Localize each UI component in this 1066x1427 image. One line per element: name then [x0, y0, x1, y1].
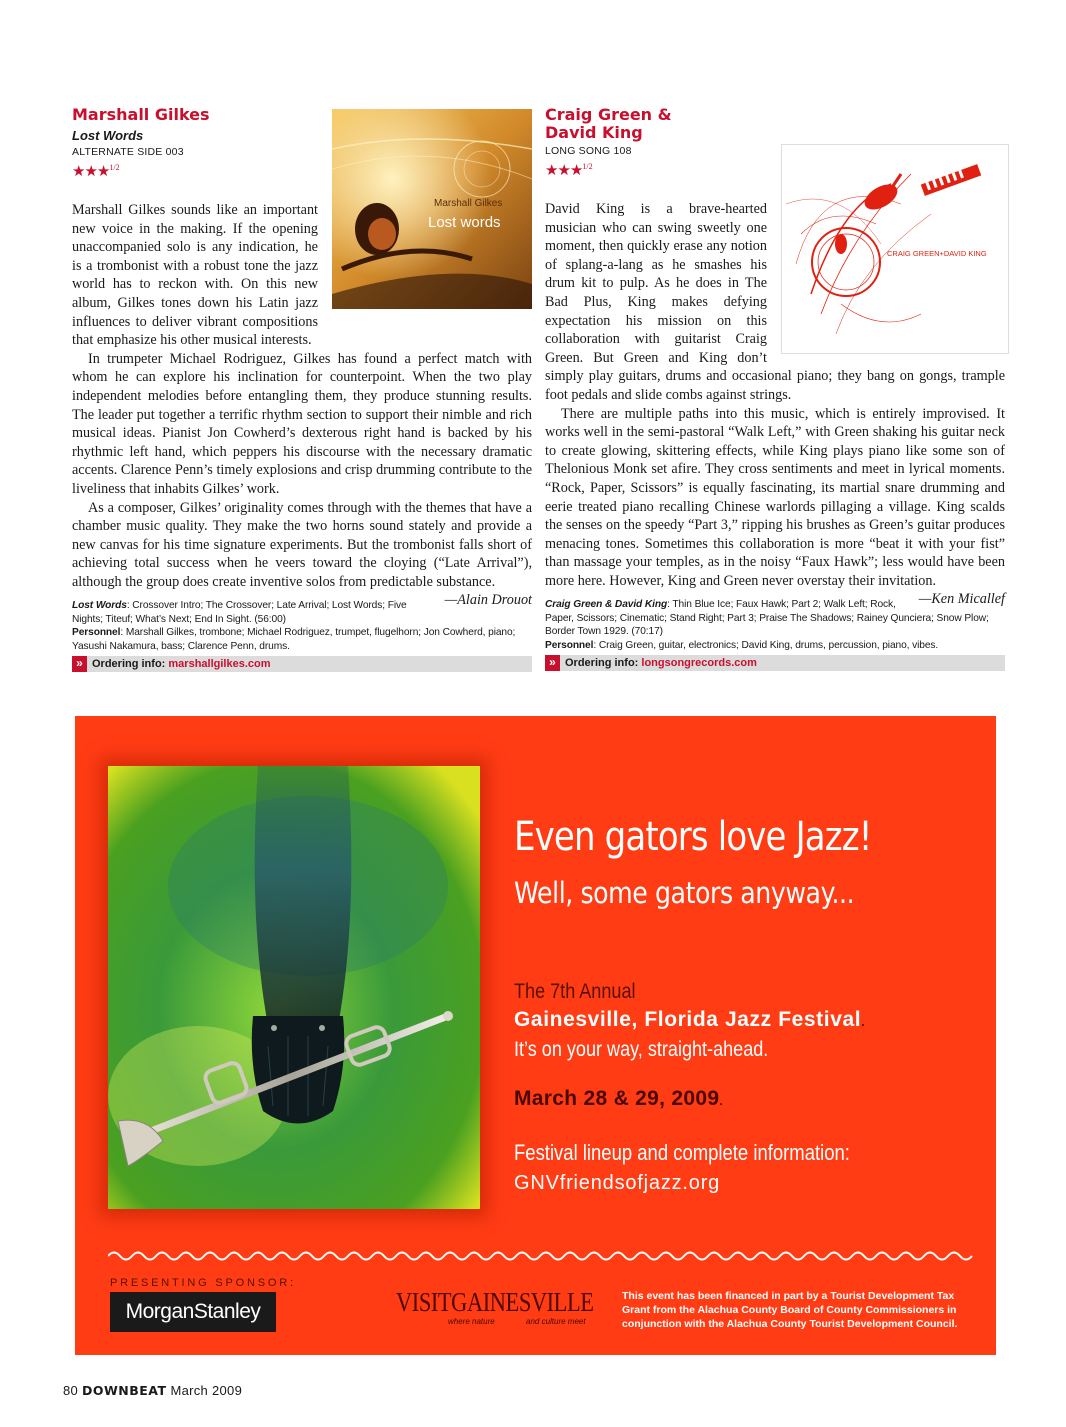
cover-title: Lost words: [428, 214, 501, 231]
page-footer: [63, 1383, 242, 1398]
review-label: LONG SONG 108: [545, 145, 632, 157]
album-cover-green-king: [781, 144, 1009, 354]
wave-divider: [108, 1249, 988, 1263]
visit-gainesville-logo: VISITGAINESVILLE where nature and culture meet: [396, 1287, 594, 1326]
chevron-right-icon: »: [545, 655, 560, 671]
gator-trumpet-photo: [108, 766, 480, 1209]
review-album: Lost Words: [72, 128, 144, 143]
ad-annual: The 7th Annual: [514, 980, 636, 1003]
review-green-king: [545, 106, 1005, 671]
cover-artist: Marshall Gilkes: [434, 198, 503, 209]
chevron-right-icon: »: [72, 656, 87, 672]
ad-lineup-text: Festival lineup and complete information:: [514, 1140, 850, 1165]
ordering-info: » Ordering info: longsongrecords.com: [545, 655, 1005, 671]
half-star: 1/2: [582, 162, 593, 171]
review-artist: Craig Green & David King: [545, 105, 672, 142]
reviewer-signature: —Alain Drouot: [444, 592, 532, 609]
ad-headline: Even gators love Jazz!: [514, 814, 872, 860]
review-label: ALTERNATE SIDE 003: [72, 146, 184, 158]
track-list: Lost Words: Crossover Intro; The Crossover; Late Arrival; Lost Words; Five Nights; Titeuf; What’s Next; End In Sight. (56:00) Personnel: Marshall Gilkes, trombone; Michael Rodriguez, trumpet, flugelhorn; Jon Cowherd, piano; Yasushi Nakamura, bass; Clarence Penn, drums.: [72, 600, 516, 652]
ad-festival-name: Gainesville, Florida Jazz Festival.: [514, 1008, 866, 1031]
reviewer-signature: —Ken Micallef: [918, 591, 1005, 608]
morgan-stanley-logo: MorganStanley: [110, 1292, 276, 1332]
page-number: 80: [63, 1383, 79, 1398]
ordering-info: » Ordering info: marshallgilkes.com: [72, 656, 532, 672]
album-cover-lost-words: [332, 109, 532, 309]
track-list: Craig Green & David King: Thin Blue Ice; Faux Hawk; Part 2; Walk Left; Rock, Paper, Scissors; Cinematic; Stand Right; Part 3; Praise The Shadows; Rainey Qunciera; Snow Plow; Border Town 1929. (70:17) Personnel: Craig Green, guitar, electronics; David King, drums, percussion, piano, vibes.: [545, 599, 989, 651]
ordering-link[interactable]: marshallgilkes.com: [168, 658, 271, 671]
paragraph: David King is a brave-hearted musician who can swing sweetly one moment, then quickly erase any notion of splang-a-lang as he smashes his drum kit to pulp. As he does in The Bad Plus, King makes defying expectation his mission on this collaboration with guitarist Craig Green. But Green and King don’t simply play guitars, drums and occasional piano; they bang on gongs, trample foot pedals and slide combs against strings.: [545, 201, 1005, 403]
ordering-link[interactable]: longsongrecords.com: [641, 657, 757, 670]
presenting-sponsor-label: PRESENTING SPONSOR:: [110, 1277, 296, 1289]
star-icons: ★★★: [545, 163, 583, 179]
ad-url-link[interactable]: GNVfriendsofjazz.org: [514, 1172, 721, 1194]
star-icons: ★★★: [72, 164, 110, 180]
review-marshall-gilkes: [72, 106, 532, 672]
grant-disclaimer: This event has been financed in part by a Tourist Development Tax Grant from the Alachua County Board of County Commissioners in conjunction with the Alachua County Tourist Development Council.: [622, 1290, 958, 1330]
issue-date: March 2009: [170, 1383, 243, 1398]
cover-text: CRAIG GREEN+DAVID KING: [887, 249, 987, 258]
paragraph: Marshall Gilkes sounds like an important new voice in the making. If the opening unaccompanied solo is any indication, he is a trombonist with a robust tone the jazz world has to reckon with. On this new album, Gilkes tones down his Latin jazz influences to deliver vibrant compositions that emphasize his other musical interests.: [72, 202, 318, 349]
ad-subheadline: Well, some gators anyway...: [514, 876, 855, 910]
review-artist: Marshall Gilkes: [72, 105, 210, 124]
ad-tagline: It’s on your way, straight-ahead.: [514, 1038, 769, 1061]
magazine-name: DOWNBEAT: [81, 1383, 167, 1398]
paragraph: In trumpeter Michael Rodriguez, Gilkes has found a perfect match with whom he can explore his inclination for counterpoint. When the two play independent melodies before entangling them, they produce stunning results. The leader put together a terrific rhythm section to support their nimble and rich musical ideas. Pianist Jon Cowherd’s dexterous right hand is backed by his rhythmic left hand, which peppers his discourse with the necessary dramatic accents. Clarence Penn’s timely explosions and crisp drumming contribute to the liveliness that inhabits Gilkes’ work.: [72, 350, 532, 497]
paragraph: There are multiple paths into this music, which is entirely improvised. It works well in the semi-pastoral “Walk Left,” with Green shaking his guitar neck to create glowing, skittering effects, while King plays piano like some son of Thelonious Monk set afire. They cross sentiments and meet in lyrical moments. “Rock, Paper, Scissors” is equally fascinating, its martial snare drumming and eerie treated piano recalling Chinese warlords pillaging a village. King scalds the senses on the speedy “Part 3,” ripping his brushes as Green’s guitar produces menacing tones. Sometimes this collaboration is more “beat it with your fist” than massage your temples, as in the noisy “Faux Hawk”; less would have been more here. However, King and Green never overstay their invitation. —Ken Micallef: [545, 405, 1005, 608]
ad-dates: March 28 & 29, 2009.: [514, 1087, 723, 1110]
paragraph: As a composer, Gilkes’ originality comes through with the themes that have a chamber music quality. They make the two horns sound stately and provide a new canvas for his time signature experiments. But the trombonist falls short of achieving total success when he veers toward the cloying (“Late Arrival”), although the group does create inventive solos from predictable substance. —Alain Drouot: [72, 499, 532, 609]
half-star: 1/2: [109, 163, 120, 172]
